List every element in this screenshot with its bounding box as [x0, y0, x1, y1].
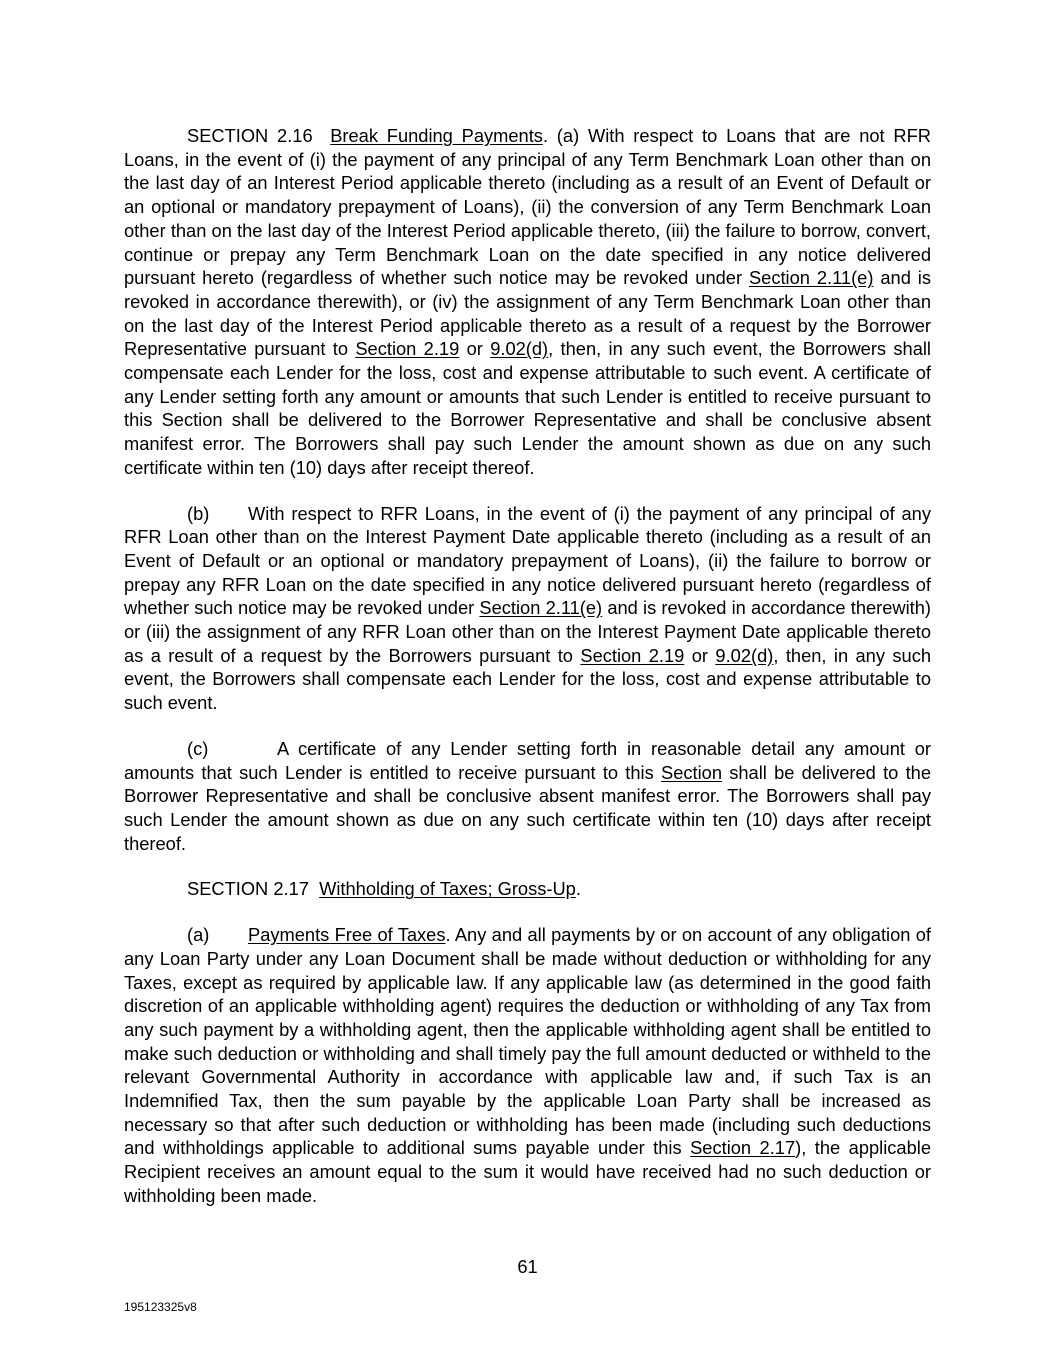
ref-section-2-11e[interactable]: Section 2.11(e) — [479, 597, 603, 619]
payments-free-of-taxes-title: Payments Free of Taxes — [248, 924, 446, 946]
section-2-16-paragraph-c: (c) A certificate of any Lender setting forth in reasonable detail any amount or amounts that such Lender is entitled to receive pursuant to this Section shall be delivered to the Borrower Representative and shall be conclusive absent manifest error. The Borrowers shall pay such Lender the amount shown as due on any such certificate within ten (10) days after receipt thereof. — [124, 737, 932, 854]
ref-section-2-11e[interactable]: Section 2.11(e) — [748, 267, 874, 289]
section-2-16-heading: SECTION 2.16 — [187, 125, 313, 146]
page-number: 61 — [517, 1256, 538, 1277]
section-2-17-paragraph-a: (a) Payments Free of Taxes. Any and all payments by or on account of any obligation of any Loan Party under any Loan Document shall be made without deduction or withholding for any Taxes, except as required by applicable law. If any applicable law (as determined in the good faith discretion of an applicable withholding agent) requires the deduction or withholding of any Tax from any such payment by a withholding agent, then the applicable withholding agent shall be entitled to make such deduction or withholding and shall timely pay the full amount deducted or withheld to the relevant Governmental Authority in accordance with applicable law and, if such Tax is an Indemnified Tax, then the sum payable by the applicable Loan Party shall be increased as necessary so that after such deduction or withholding has been made (including such deductions and withholdings applicable to additional sums payable under this Section 2.17), the applicable Recipient receives an amount equal to the sum it would have received had no such deduction or withholding been made. — [124, 924, 932, 1206]
paragraph-label-c: (c) — [187, 737, 209, 759]
ref-section[interactable]: Section — [661, 761, 722, 783]
section-2-17-heading-line: SECTION 2.17 Withholding of Taxes; Gross-Up. — [187, 878, 581, 900]
paragraph-label-b: (b) — [187, 502, 210, 524]
ref-section-2-19[interactable]: Section 2.19 — [580, 644, 685, 666]
section-2-16-paragraph-a: SECTION 2.16 Break Funding Payments. (a) With respect to Loans that are not RFR Loans, in the event of (i) the payment of any principal of any Term Benchmark Loan other than on the last day of an Interest Period applicable thereto (including as a result of an Event of Default or an optional or mandatory prepayment of Loans), (ii) the conversion of any Term Benchmark Loan other than on the last day of the Interest Period applicable thereto, (iii) the failure to borrow, convert, continue or prepay any Term Benchmark Loan on the date specified in any notice delivered pursuant hereto (regardless of whether such notice may be revoked under Section 2.11(e) and is revoked in accordance therewith), or (iv) the assignment of any Term Benchmark Loan other than on the last day of the Interest Period applicable thereto as a result of a request by the Borrower Representative pursuant to Section 2.19 or 9.02(d), then, in any such event, the Borrowers shall compensate each Lender for the loss, cost and expense attributable to such event. A certificate of any Lender setting forth any amount or amounts that such Lender is entitled to receive pursuant to this Section shall be delivered to the Borrower Representative and shall be conclusive absent manifest error. The Borrowers shall pay such Lender the amount shown as due on any such certificate within ten (10) days after receipt thereof. — [124, 125, 931, 478]
section-2-17-heading: SECTION 2.17 — [187, 878, 309, 900]
section-2-16-paragraph-b: (b) With respect to RFR Loans, in the event of (i) the payment of any principal of any RFR Loan other than on the Interest Payment Date applicable thereto (including as a result of an Event of Default or an optional or mandatory prepayment of Loans), (ii) the failure to borrow or prepay any RFR Loan on the date specified in any notice delivered pursuant hereto (regardless of whether such notice may be revoked under Section 2.11(e) and is revoked in accordance therewith) or (iii) the assignment of any RFR Loan other than on the Interest Payment Date applicable thereto as a result of a request by the Borrowers pursuant to Section 2.19 or 9.02(d), then, in any such event, the Borrowers shall compensate each Lender for the loss, cost and expense attributable to such event. — [124, 502, 932, 714]
document-page — [124, 124, 931, 1208]
ref-section-2-19[interactable]: Section 2.19 — [355, 338, 460, 360]
document-id: 195123325v8 — [124, 1300, 197, 1314]
ref-section-9-02d[interactable]: 9.02(d) — [490, 338, 549, 360]
ref-section-9-02d[interactable]: 9.02(d) — [715, 644, 774, 666]
section-2-16-title: Break Funding Payments — [330, 125, 543, 146]
ref-section-2-17[interactable]: Section 2.17 — [690, 1137, 796, 1159]
section-2-17-title: Withholding of Taxes; Gross-Up — [319, 878, 576, 900]
paragraph-label-a: (a) — [187, 924, 210, 946]
